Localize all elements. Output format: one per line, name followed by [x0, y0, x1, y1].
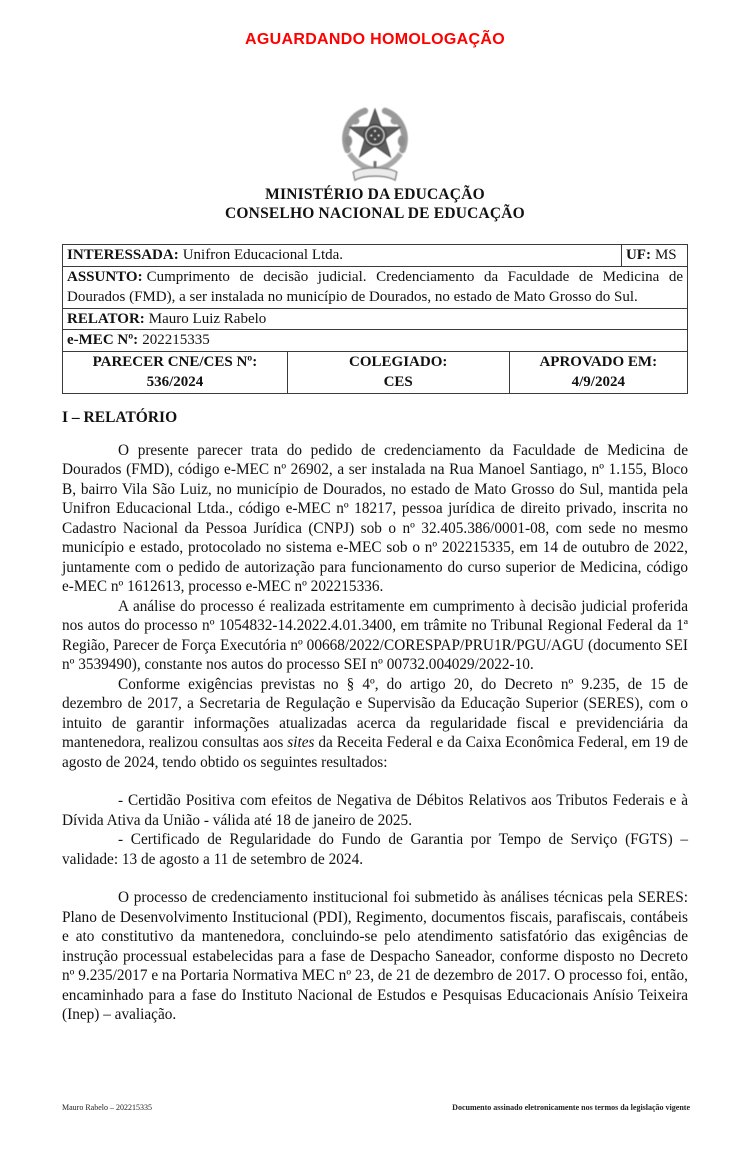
paragraph-3-italic-word: sites [287, 734, 315, 751]
org-title-line1: MINISTÉRIO DA EDUCAÇÃO [265, 186, 485, 203]
emec-cell [63, 330, 688, 352]
assunto-cell [63, 266, 688, 308]
bullet-item-2: - Certificado de Regularidade do Fundo de Garantia por Tempo de Serviço (FGTS) – validade: 13 de agosto a 11 de setembro de 2024. [62, 831, 688, 868]
parecer-value: 536/2024 [146, 374, 204, 390]
emec-value: 202215335 [142, 332, 210, 348]
table-row-assunto [63, 266, 688, 308]
interessada-value: Unifron Educacional Ltda. [182, 247, 344, 263]
colegiado-cell [287, 351, 509, 393]
footer-relator-ref: Mauro Rabelo – 202215335 [62, 1103, 152, 1112]
page-footer [62, 1103, 690, 1112]
uf-label: UF: [625, 247, 651, 263]
process-info-table [62, 244, 688, 394]
emec-label: e-MEC Nº: [67, 332, 139, 348]
table-row-interessada [63, 245, 688, 267]
aprovado-cell [509, 351, 687, 393]
report-body [62, 441, 688, 1025]
content-area [62, 244, 688, 1025]
footer-signature-note: Documento assinado eletronicamente nos termos da legislação vigente [452, 1103, 690, 1112]
paragraph-3-before: Conforme exigências previstas no § 4º, do artigo 20, do Decreto nº 9.235, de 15 de dezembro de 2017, a Secretaria de Regulação e Supervisão da Educação Superior (SERES), com o intuito de garantir informações atualizadas acerca da regularidade fiscal e previdenciária da mantenedora, realizou consultas aos [62, 675, 688, 751]
table-row-emec [63, 330, 688, 352]
uf-cell [621, 245, 687, 267]
uf-value: MS [654, 247, 677, 263]
aprovado-value: 4/9/2024 [571, 374, 625, 390]
parecer-cell [63, 351, 288, 393]
paragraph-3 [62, 675, 688, 773]
org-title [0, 185, 750, 223]
paragraph-1: O presente parecer trata do pedido de credenciamento da Faculdade de Medicina de Dourados (FMD), código e-MEC nº 26902, a ser instalada na Rua Manoel Santiago, nº 1.155, Bloco B, bairro Vila São Luiz, no município de Dourados, no estado de Mato Grosso do Sul, mantida pela Unifron Educacional Ltda., código e-MEC nº 18217, pessoa jurídica de direito privado, inscrita no Cadastro Nacional da Pessoa Jurídica (CNPJ) sob o nº 32.405.386/0001-08, com sede no mesmo município e estado, protocolado no sistema e-MEC sob o nº 202215335, em 14 de outubro de 2022, juntamente com o pedido de autorização para funcionamento do curso superior de Medicina, código e-MEC nº 1612613, processo e-MEC nº 202215336. [62, 441, 688, 595]
paragraph-3-after: da Receita Federal e da Caixa Econômica Federal, em 19 de agosto de 2024, tendo obtido os seguintes resultados: [62, 734, 689, 771]
assunto-label: ASSUNTO: [67, 268, 143, 285]
relator-label: RELATOR: [67, 310, 145, 327]
relator-cell [63, 308, 688, 330]
header-crest [0, 99, 750, 183]
paragraph-4: O processo de credenciamento institucional foi submetido às análises técnicas pela SERES: Plano de Desenvolvimento Institucional (PDI), Regimento, documentos fiscais, parafiscais, contábeis e ato constitutivo da mantenedora, concluindo-se pelo atendimento satisfatório das exigências de instrução processual estabelecidas para a fase de Despacho Saneador, conforme disposto no Decreto nº 9.235/2017 e na Portaria Normativa MEC nº 23, de 21 de dezembro de 2017. O processo foi, então, encaminhado para a fase do Instituto Nacional de Estudos e Pesquisas Educacionais Anísio Teixeira (Inep) – avaliação. [62, 889, 688, 1023]
colegiado-label: COLEGIADO: [349, 353, 448, 370]
aprovado-label: APROVADO EM: [539, 353, 658, 370]
paragraph-2: A análise do processo é realizada estritamente em cumprimento à decisão judicial proferida nos autos do processo nº 1054832-14.2022.4.01.3400, em trâmite no Tribunal Regional Federal da 1ª Região, Parecer de Força Executória nº 00668/2022/CORESPAP/PRU1R/PGU/AGU (documento SEI nº 3539490), constante nos autos do processo SEI nº 00732.004029/2022-10. [62, 597, 688, 673]
colegiado-value: CES [383, 374, 413, 390]
section-title-relatorio: I – RELATÓRIO [62, 408, 178, 426]
table-row-relator [63, 308, 688, 330]
interessada-label: INTERESSADA: [67, 247, 179, 263]
table-row-parecer [63, 351, 688, 393]
status-banner: AGUARDANDO HOMOLOGAÇÃO [245, 31, 505, 48]
bullet-item-1: - Certidão Positiva com efeitos de Negativa de Débitos Relativos aos Tributos Federais e à Dívida Ativa da União - válida até 18 de janeiro de 2025. [62, 792, 688, 829]
interessada-cell [63, 245, 622, 267]
assunto-value: Cumprimento de decisão judicial. Credenciamento da Faculdade de Medicina de Dourados (FMD), a ser instalada no município de Dourados, no estado de Mato Grosso do Sul. [67, 268, 683, 305]
parecer-label: PARECER CNE/CES Nº: [92, 353, 258, 370]
relator-value: Mauro Luiz Rabelo [148, 310, 267, 327]
org-title-line2: CONSELHO NACIONAL DE EDUCAÇÃO [225, 205, 525, 222]
